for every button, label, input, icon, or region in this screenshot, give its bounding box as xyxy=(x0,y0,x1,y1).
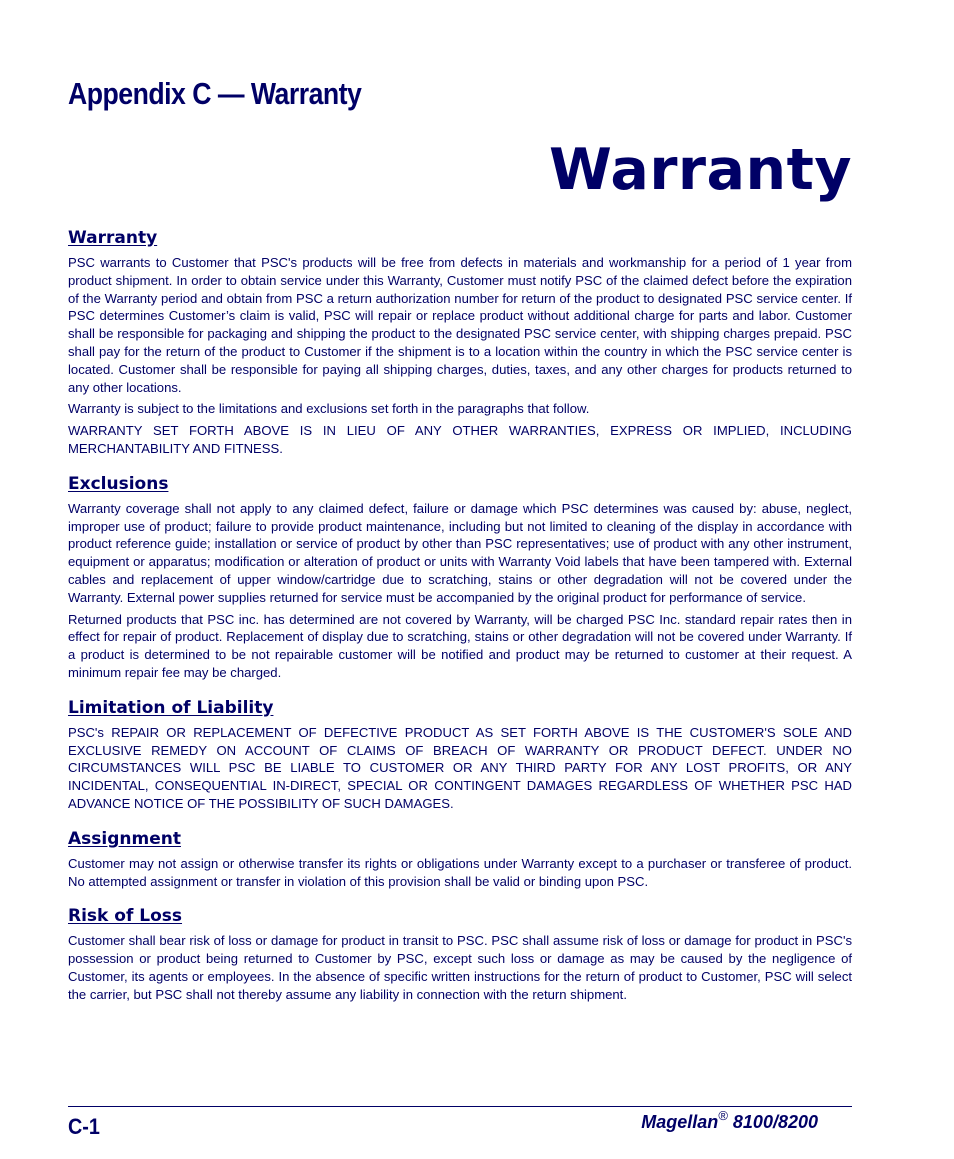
section-heading: Exclusions xyxy=(68,473,169,494)
product-name xyxy=(641,1108,818,1133)
paragraph: WARRANTY SET FORTH ABOVE IS IN LIEU OF ANY OTHER WARRANTIES, EXPRESS OR IMPLIED, INCLUDING MERCHANTABILITY AND FITNESS. xyxy=(68,423,852,456)
paragraph: PSC warrants to Customer that PSC's products will be free from defects in materials and workmanship for a period of 1 year from product shipment. In order to obtain service under this Warranty, Customer must notify PSC of the claimed defect before the expiration of the Warranty period and obtain from PSC a return authorization number for return of the product to designated PSC service center. If PSC determines Customer’s claim is valid, PSC will repair or replace product without additional charge for parts and labor. Customer shall be responsible for packaging and shipping the product to the designated PSC service center, with shipping charges prepaid. PSC shall pay for the return of the product to Customer if the shipment is to a location within the country in which the PSC service center is located. Customer shall be responsible for paying all shipping charges, duties, taxes, and any other charges for products returned to any other locations. xyxy=(68,255,852,395)
page-content xyxy=(68,226,852,1008)
section-heading: Warranty xyxy=(68,228,158,248)
registered-mark: ® xyxy=(718,1108,728,1123)
product-brand: Magellan xyxy=(641,1112,719,1132)
appendix-title: Appendix C — Warranty xyxy=(68,76,362,111)
section-heading: Limitation of Liability xyxy=(68,697,274,718)
section-assignment xyxy=(68,827,852,891)
paragraph: Customer may not assign or otherwise transfer its rights or obligations under Warranty except to a purchaser or transferee of product. No attempted assignment or transfer in violation of this provision shall be valid or binding upon PSC. xyxy=(68,855,852,889)
product-model: 8100/8200 xyxy=(727,1112,818,1132)
section-limitation-of-liability xyxy=(68,696,852,813)
paragraph: Customer shall bear risk of loss or damage for product in transit to PSC. PSC shall assume risk of loss or damage for product in PSC's possession or product being returned to Customer by PSC, except such loss or damage as may be caused by the negligence of Customer, its agents or employees. In the absence of specific written instructions for the return of product to Customer, PSC will select the carrier, but PSC shall not thereby assume any liability in connection with the return shipment. xyxy=(68,933,852,1002)
footer-divider xyxy=(68,1106,852,1107)
paragraph: Returned products that PSC inc. has determined are not covered by Warranty, will be charged PSC Inc. standard repair rates then in effect for repair of product. Replacement of display due to scratching, stains or other degradation will not be covered under Warranty. If a product is determined to be not repairable customer will be notified and product may be returned to customer at their request. A minimum repair fee may be charged. xyxy=(68,611,852,680)
paragraph: Warranty is subject to the limitations and exclusions set forth in the paragraphs that follow. xyxy=(68,401,590,417)
paragraph: PSC's REPAIR OR REPLACEMENT OF DEFECTIVE PRODUCT AS SET FORTH ABOVE IS THE CUSTOMER'S SOLE AND EXCLUSIVE REMEDY ON ACCOUNT OF CLAIMS OF BREACH OF WARRANTY OR PRODUCT DEFECT. UNDER NO CIRCUMSTANCES WILL PSC BE LIABLE TO CUSTOMER OR ANY THIRD PARTY FOR ANY LOST PROFITS, OR ANY INCIDENTAL, CONSEQUENTIAL IN-DIRECT, SPECIAL OR CONTINGENT DAMAGES REGARDLESS OF WHETHER PSC HAD ADVANCE NOTICE OF THE POSSIBILITY OF SUCH DAMAGES. xyxy=(68,724,852,811)
section-heading: Assignment xyxy=(68,828,181,849)
section-exclusions xyxy=(68,472,852,682)
section-heading: Risk of Loss xyxy=(68,906,183,927)
section-risk-of-loss xyxy=(68,904,852,1003)
section-warranty xyxy=(68,226,852,458)
paragraph: Warranty coverage shall not apply to any claimed defect, failure or damage which PSC determines was caused by: abuse, neglect, improper use of product; failure to provide product maintenance, including but not limited to cleaning of the display in accordance with product reference guide; installation or service of product by other than PSC representatives; use of product with any other instrument, equipment or apparatus; modification or alteration of product or units with Warranty Void labels that have been tampered with. External cables and replacement of upper window/cartridge due to scratching, stains or other degradation will not be covered under the Warranty. External power supplies returned for service must be accompanied by the original product for performance of service. xyxy=(68,500,852,605)
page-number: C-1 xyxy=(68,1114,100,1139)
chapter-title: Warranty xyxy=(549,137,852,203)
